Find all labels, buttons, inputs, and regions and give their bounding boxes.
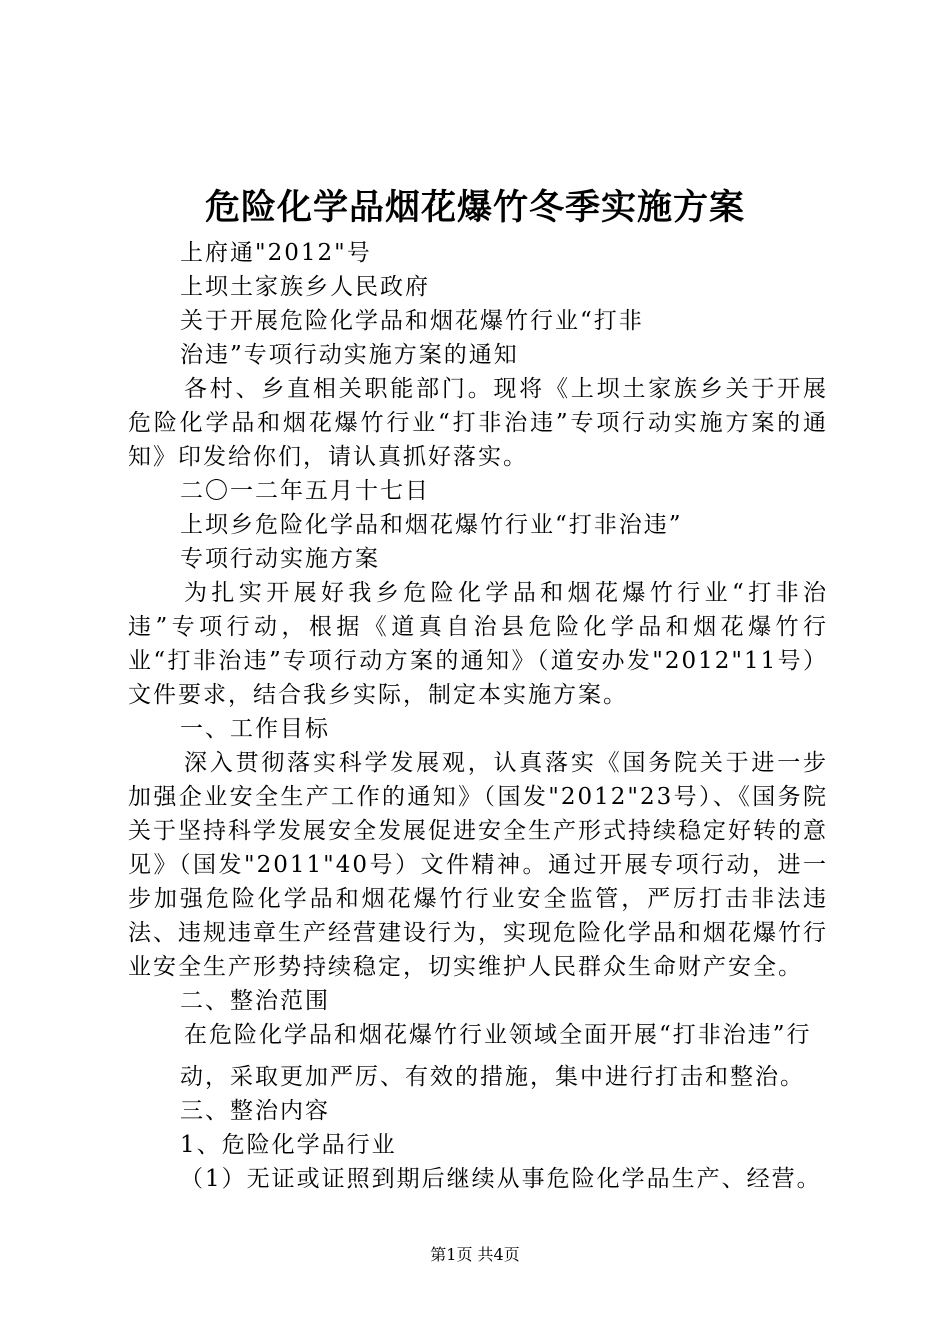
section-heading-scope: 二、整治范围 <box>180 988 330 1014</box>
plan-title-line-2: 专项行动实施方案 <box>180 546 380 572</box>
section-heading-goals: 一、工作目标 <box>180 716 330 742</box>
issuer-name: 上坝土家族乡人民政府 <box>180 274 430 300</box>
notice-title-line-2: 治违”专项行动实施方案的通知 <box>180 342 519 368</box>
subsection-heading-chemicals: 1、危险化学品行业 <box>180 1132 397 1158</box>
section-heading-content: 三、整治内容 <box>180 1098 330 1124</box>
document-title: 危险化学品烟花爆竹冬季实施方案 <box>204 187 745 228</box>
intro-paragraph: 为扎实开展好我乡危险化学品和烟花爆竹行业“打非治违”专项行动，根据《道真自治县危险化学品和烟花爆竹行业“打非治违”专项行动方案的通知》（道安办发"2012"11号）文件要求，结合我乡实际，制定本实施方案。 <box>128 580 828 708</box>
document-body <box>128 236 828 1196</box>
scope-paragraph-line-1: 在危险化学品和烟花爆竹行业领域全面开展“打非治违”行 <box>184 1022 812 1048</box>
notice-paragraph: 各村、乡直相关职能部门。现将《上坝土家族乡关于开展危险化学品和烟花爆竹行业“打非治违”专项行动实施方案的通知》印发给你们，请认真抓好落实。 <box>128 376 828 470</box>
page-footer: 第1页 共4页 <box>430 1245 520 1264</box>
plan-title-line-1: 上坝乡危险化学品和烟花爆竹行业“打非治违” <box>180 512 683 538</box>
content-item-1: （1）无证或证照到期后继续从事危险化学品生产、经营。 <box>180 1166 822 1192</box>
paragraph-gap <box>128 1052 828 1060</box>
goals-paragraph: 深入贯彻落实科学发展观，认真落实《国务院关于进一步加强企业安全生产工作的通知》（国发"2012"23号）、《国务院关于坚持科学发展安全发展促进安全生产形式持续稳定好转的意见》（国发"2011"40号）文件精神。通过开展专项行动，进一步加强危险化学品和烟花爆竹行业安全监管，严厉打击非法违法、违规违章生产经营建设行为，实现危险化学品和烟花爆竹行业安全生产形势持续稳定，切实维护人民群众生命财产安全。 <box>128 750 828 980</box>
document-number: 上府通"2012"号 <box>180 240 372 266</box>
notice-date: 二〇一二年五月十七日 <box>180 478 430 504</box>
scope-paragraph-line-2: 动，采取更加严厉、有效的措施，集中进行打击和整治。 <box>180 1064 805 1090</box>
notice-title-line-1: 关于开展危险化学品和烟花爆竹行业“打非 <box>180 308 644 334</box>
